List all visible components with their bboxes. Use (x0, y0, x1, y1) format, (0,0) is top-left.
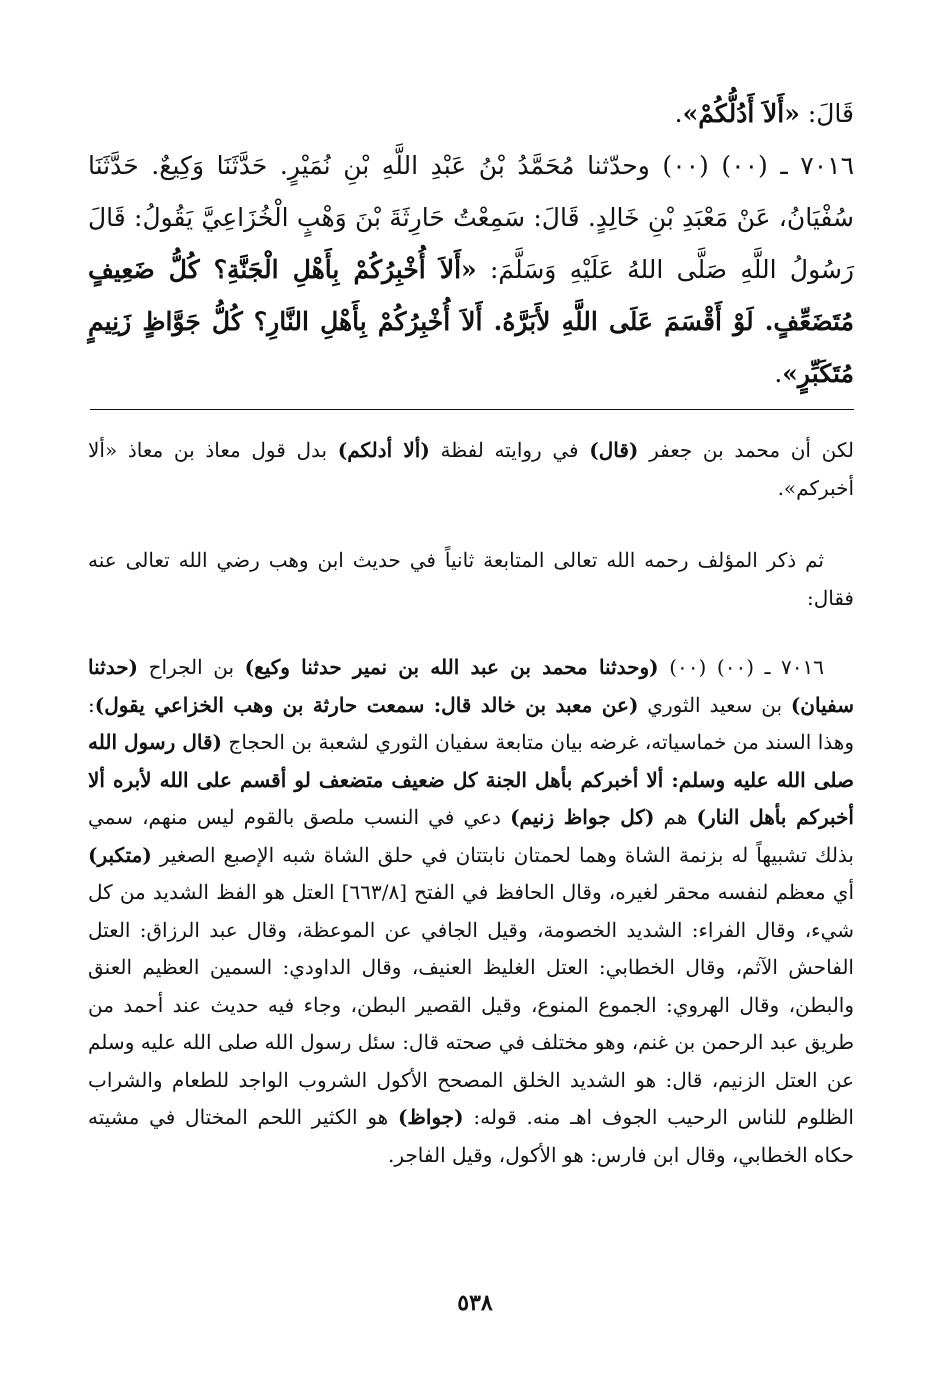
bold-segment: (قال رسول الله صلى الله عليه وسلم: ألا أخبركم بأهل الجنة كل ضعيف متضعف لو أقسم على الله لأبره ألا أخبركم بأهل النار) (88, 730, 854, 829)
hadith-intro-line (88, 88, 854, 140)
bold-segment: (حدثنا سفيان) (88, 655, 854, 717)
commentary-paragraph-1 (88, 432, 854, 507)
text-segment: هم (654, 805, 697, 829)
text-segment: في روايته لفظة (429, 438, 590, 462)
hadith-text (88, 140, 854, 400)
bold-segment: (متكبر) (88, 842, 152, 867)
bold-segment: (وحدثنا محمد بن عبد الله بن نمير حدثنا وكيع) (244, 655, 659, 679)
bold-segment: (عن معبد بن خالد قال: سمعت حارثة بن وهب الخزاعي يقول) (94, 692, 639, 717)
text-segment: : وهذا السند من خماسياته، غرضه بيان متابعة سفيان الثوري لشعبة بن الحجاج (88, 692, 854, 754)
bold-segment: (قال) (589, 438, 639, 462)
period: . (774, 359, 783, 388)
text-segment: ٧٠١٦ ـ (٠٠) (٠٠) (658, 655, 824, 679)
hadith-isnad: ٧٠١٦ ـ (٠٠) (٠٠) وحدّثنا مُحَمَّدُ بْنُ عَبْدِ اللَّهِ بْنِ نُمَيْرٍ. حَدَّثَنَا وَكِيعٌ. حَدَّثَنَا سُفْيَانُ، عَنْ مَعْبَدِ بْنِ خَالِدٍ. قَالَ: سَمِعْتُ حَارِثَةَ بْنَ وَهْبٍ الْخُزَاعِيَّ يَقُولُ: قَالَ رَسُولُ اللَّهِ صَلَّى اللهُ عَلَيْهِ وَسَلَّمَ: (88, 151, 855, 284)
period: . (674, 99, 683, 128)
commentary-paragraph-3 (88, 649, 854, 1174)
bold-segment: (كل جواظ زنيم) (510, 805, 655, 829)
bold-segment: (جواظ) (397, 1105, 464, 1129)
qala-text: قَالَ: (799, 99, 854, 128)
page-number: ٥٣٨ (457, 1290, 493, 1316)
commentary-paragraph-2: ثم ذكر المؤلف رحمه الله تعالى المتابعة ثانياً في حديث ابن وهب رضي الله تعالى عنه فقال: (88, 548, 854, 610)
text-segment: أي معظم لنفسه محقر لغيره، وقال الحافظ في الفتح [٦٦٣/٨] العتل هو الفظ الشديد من كل شيء، وقال الفراء: الشديد الخصومة، وقيل الجافي عن الموعظة، وقال عبد الرزاق: العتل الفاحش الآثم، وقال الخطابي: العتل الغليظ العنيف، وقال الداودي: السمين العظيم العنق والبطن، وقال الهروي: الجموع المنوع، وقيل القصير البطن، وجاء فيه حديث عند أحمد من طريق عبد الرحمن بن غنم، وهو مختلف في صحته قال: سئل رسول الله صلى الله عليه وسلم عن العتل الزنيم، قال: هو الشديد الخلق المصحح الأكول الشروب الواجد للطعام والشراب الظلوم للناس الرحيب الجوف اهـ منه. قوله: (88, 880, 854, 1129)
quote-ala-adullukum: «أَلاَ أَدُلُّكُمْ» (682, 99, 800, 128)
text-segment: هو الكثير اللحم المختال في مشيته حكاه الخطابي، وقال ابن فارس: هو الأكول، وقيل الفاجر. (88, 1105, 854, 1167)
text-segment: بن الجراح (138, 655, 245, 679)
text-segment: دعي في النسب ملصق بالقوم ليس منهم، سمي بذلك تشبيهاً له بزنمة الشاة وهما لحمتان نابتتان في حلق الشاة شبه الإصبع الصغير (88, 805, 854, 867)
text-segment: لكن أن محمد بن جعفر (638, 438, 854, 462)
text-segment: بدل قول معاذ بن معاذ «ألا أخبركم». (88, 438, 854, 500)
text-segment: بن سعيد الثوري (638, 692, 791, 717)
footnote-divider (90, 409, 854, 410)
bold-segment: (ألا أدلكم) (337, 438, 430, 462)
hadith-matn: «أَلاَ أُخْبِرُكُمْ بِأَهْلِ الْجَنَّةِ؟ كُلُّ ضَعِيفٍ مُتَضَعِّفٍ. لَوْ أَقْسَمَ عَلَى اللَّهِ لأَبَرَّهُ. أَلاَ أُخْبِرُكُمْ بِأَهْلِ النَّارِ؟ كُلُّ جَوَّاظٍ زَنِيمٍ مُتَكَبِّرٍ» (88, 255, 854, 388)
